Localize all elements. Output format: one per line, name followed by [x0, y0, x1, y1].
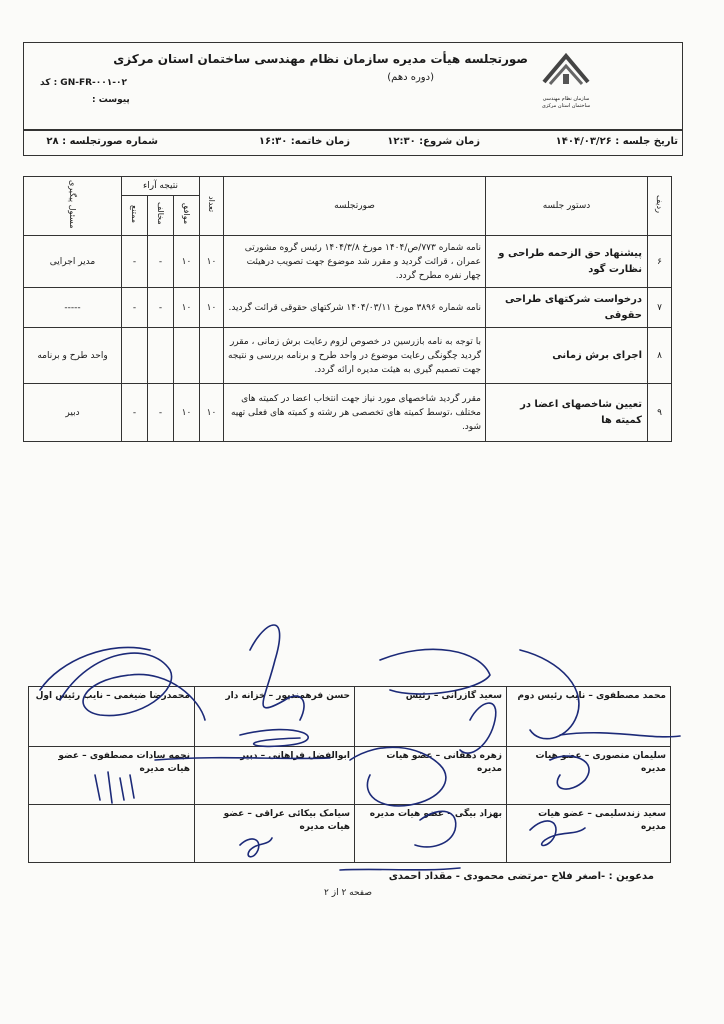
table-row [24, 328, 672, 384]
responsible-value: دبیر [24, 384, 122, 442]
header-minutes: صورتجلسه [224, 177, 486, 236]
abstain-value [122, 328, 148, 384]
signature-cell: زهره دهقانی – عضو هیات مدیره [355, 747, 507, 805]
form-code: کد : GN-FR-۰۰۱-۰۲ [40, 78, 127, 88]
signature-cell: سلیمان منصوری – عضو هیات مدیره [507, 747, 671, 805]
disagree-value: - [148, 288, 174, 328]
header-agenda: دستور جلسه [486, 177, 648, 236]
table-row [24, 288, 672, 328]
signature-cell: ابوالفضل فراهانی – دبیر [195, 747, 355, 805]
signature-cell: محمدرضا ضیغمی – نایب رئیس اول [29, 687, 195, 747]
document-title: صورتجلسه هیأت مدیره سازمان نظام مهندسی ساختمان استان مرکزی [113, 52, 528, 66]
minutes-table [23, 176, 672, 442]
term-subtitle: (دوره دهم) [387, 72, 434, 83]
responsible-value: واحد طرح و برنامه [24, 328, 122, 384]
invitees-line: مدعوین : -اصغر فلاح -مرتضی محمودی - مقداد احمدی [388, 871, 654, 882]
minutes-text: با توجه به نامه بازرسین در خصوص لزوم رعایت برش زمانی ، مقرر گردید چگونگی رعایت موضوع در واحد طرح و برنامه بررسی و نتیجه جهت تصمیم گیری به هیئت مدیره ارائه گردد. [224, 328, 486, 384]
agree-value: ۱۰ [174, 384, 200, 442]
signature-cell: نجمه سادات مصطفوی – عضو هیات مدیره [29, 747, 195, 805]
count-value: ۱۰ [200, 288, 224, 328]
agree-value: ۱۰ [174, 236, 200, 288]
row-number: ۹ [648, 384, 672, 442]
minutes-text: مقرر گردید شاخصهای مورد نیاز جهت انتخاب اعضا در کمیته های مختلف ،توسط کمیته های تخصصی هر رشته و کمیته های فعلی تهیه شود. [224, 384, 486, 442]
end-time: زمان خاتمه: ۱۶:۳۰ [258, 136, 350, 147]
signature-cell: بهزاد بیگی – عضو هیات مدیره [355, 805, 507, 863]
agree-value [174, 328, 200, 384]
row-number: ۸ [648, 328, 672, 384]
abstain-value: - [122, 384, 148, 442]
meeting-number: شماره صورتجلسه : ۲۸ [46, 136, 158, 147]
responsible-value: مدیر اجرایی [24, 236, 122, 288]
header-row-no: ردیف [648, 177, 672, 236]
table-row [24, 236, 672, 288]
row-number: ۶ [648, 236, 672, 288]
minutes-text: نامه شماره ۳۸۹۶ مورخ ۱۴۰۴/۰۳/۱۱ شرکتهای حقوقی قرائت گردید. [224, 288, 486, 328]
start-time: زمان شروع: ۱۲:۳۰ [387, 136, 480, 147]
count-value: ۱۰ [200, 236, 224, 288]
header-agree: موافق [174, 196, 200, 236]
abstain-value: - [122, 288, 148, 328]
minutes-text: نامه شماره ۷۷۳/ص/۱۴۰۴ مورخ ۱۴۰۴/۳/۸ رئیس گروه مشورتی عمران ، قرائت گردید و مقرر شد موضوع جهت تصویب درهیئت چهار نفره مطرح گردد. [224, 236, 486, 288]
attachment-label: پیوست : [92, 95, 130, 105]
signature-table [28, 686, 671, 863]
disagree-value: - [148, 236, 174, 288]
count-value: ۱۰ [200, 384, 224, 442]
header-abstain: ممتنع [122, 196, 148, 236]
signature-cell: سیامک بیکائی عراقی – عضو هیات مدیره [195, 805, 355, 863]
responsible-value: ----- [24, 288, 122, 328]
signature-cell: محمد مصطفوی – نایب رئیس دوم [507, 687, 671, 747]
disagree-value [148, 328, 174, 384]
header-responsible: مسئول پیگیری [24, 177, 122, 236]
agenda-item: درخواست شرکتهای طراحی حقوقی [486, 288, 648, 328]
agenda-item: پیشنهاد حق الزحمه طراحی و نظارت گود [486, 236, 648, 288]
signature-cell: حسن فرهمندپور – خزانه دار [195, 687, 355, 747]
organization-logo [536, 48, 596, 108]
header-vote-result: نتیجه آراء [122, 177, 200, 196]
header-disagree: مخالف [148, 196, 174, 236]
agenda-item: اجرای برش زمانی [486, 328, 648, 384]
abstain-value: - [122, 236, 148, 288]
signature-cell: سعید زندسلیمی – عضو هیات مدیره [507, 805, 671, 863]
building-logo-icon [536, 48, 596, 92]
page-number: صفحه ۲ از ۲ [324, 888, 372, 898]
meeting-date: تاریخ جلسه : ۱۴۰۴/۰۳/۲۶ [555, 136, 678, 147]
signature-cell [29, 805, 195, 863]
logo-text: سازمان نظام مهندسی ساختمان استان مرکزی [541, 96, 591, 109]
disagree-value: - [148, 384, 174, 442]
header-count: تعداد [200, 177, 224, 236]
signature-cell: سعید گازرانی – رئیس [355, 687, 507, 747]
agenda-item: تعیین شاخصهای اعضا در کمیته ها [486, 384, 648, 442]
count-value [200, 328, 224, 384]
row-number: ۷ [648, 288, 672, 328]
agree-value: ۱۰ [174, 288, 200, 328]
table-row [24, 384, 672, 442]
